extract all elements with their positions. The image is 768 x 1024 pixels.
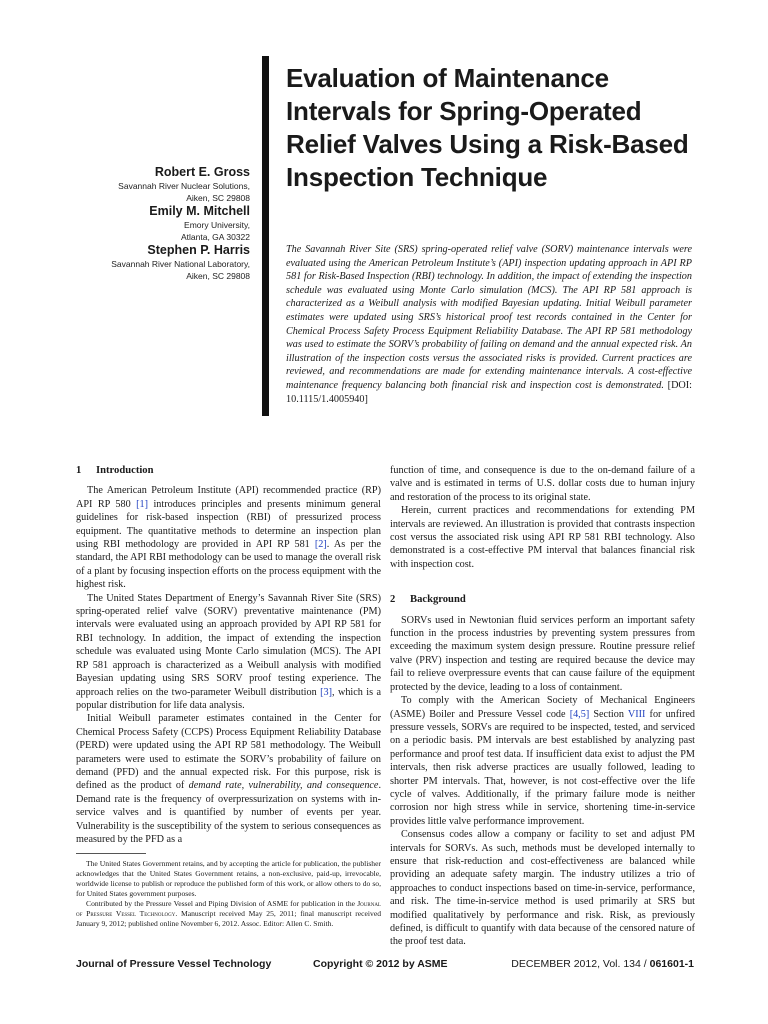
paragraph: SORVs used in Newtonian fluid services perform an important safety function in the process industries by preventing system pressures from exceeding the maximum system design pressure. Routine pressure relief valve (PRV) inspection and testing are required because the device may fail to relieve overpressure events that can cause failure of the equipment protected by the device, leading to a loss of containment. bbox=[390, 614, 695, 693]
footnote-text: Contributed by the Pressure Vessel and Piping Division of ASME for publication in the bbox=[86, 899, 358, 908]
author-name: Robert E. Gross bbox=[154, 165, 250, 179]
paragraph-text: introduces principles and presents minimum general guidelines for risk-based inspection (RBI) of pressurized process equipment. The quantitative methods to determine an inspection plan using RBI methodology are provided in API RP 581 bbox=[76, 498, 381, 551]
author-affiliation: Atlanta, GA 30322 bbox=[181, 232, 250, 242]
paragraph-text: Section bbox=[589, 708, 628, 720]
paragraph bbox=[76, 592, 381, 713]
paragraph: Consensus codes allow a company or facility to set and adjust PM intervals for SORVs. As such, methods must be developed internally to ensure that risk-reduction and cost-effectiveness are balanced while providing an adequate safety margin. The industry utilizes a trio of approaches to conduct inspections based on time-in-service, performance, and risk. The time-in-service method is used primarily at SRS but modified qualitatively by performance and risk. Risk, as previously defined, is difficult to quantify with data because of the censored nature of the proof test data. bbox=[390, 829, 695, 948]
paragraph-text: . As per the standard, the API RBI methodology can be used to manage the overall risk of a plant by focusing inspection efforts on the process equipment with the highest risk. bbox=[76, 539, 381, 591]
paragraph bbox=[76, 484, 381, 591]
citation-link[interactable]: [4,5] bbox=[569, 708, 590, 720]
author-affiliation: Savannah River National Laboratory, bbox=[111, 259, 250, 269]
paragraph bbox=[76, 712, 381, 846]
right-column bbox=[390, 464, 695, 949]
footnote-paragraph bbox=[76, 899, 381, 929]
paragraph-text: The United States Department of Energy’s Savannah River Site (SRS) spring-operated relief valve (SORV) preventative maintenance (PM) intervals were evaluated using an approach provided by API RP 581 for RBI technology. In addition, the impact of extending the inspection schedule was evaluated using Monte Carlo simulation (MCS). The API RP 581 approach is characterized as a Weibull analysis with modified Bayesian updating using SRS SORV proof testing experience. The approach relies on the two-parameter Weibull distribution bbox=[76, 592, 381, 698]
footnote bbox=[76, 859, 381, 929]
citation-link[interactable]: [3] bbox=[320, 686, 332, 698]
section-number: 2 bbox=[390, 594, 396, 606]
section-title: Background bbox=[410, 594, 466, 606]
paragraph-text: , which is a popular distribution for life data analysis. bbox=[76, 686, 381, 711]
copyright-notice: Copyright © 2012 by ASME bbox=[313, 958, 448, 970]
author-3 bbox=[100, 243, 250, 282]
paragraph-text: The American Petroleum Institute (API) recommended practice (RP) API RP 580 bbox=[76, 485, 381, 510]
abstract-text: The Savannah River Site (SRS) spring-operated relief valve (SORV) maintenance intervals were evaluated using the American Petroleum Institute’s (API) inspection updating approach in API RP 581 for Risk-Based Inspection (RBI) technology. In addition, the impact of extending the inspection schedule was evaluated using Monte Carlo simulation (MCS). The API RP 581 approach is characterized as a Weibull analysis with modified Bayesian updating. Initial Weibull parameter estimates were updated using SRS’s historical proof test records contained in the Center for Chemical Process Safety Process Equipment Reliability Database. The API RP 581 methodology was used to estimate the SORV’s probability of failing on demand and the annual expected risk. An illustration of the inspection costs versus the associated risks is provided. Current practices are reviewed, and recommendations are made for extending maintenance intervals. A cost-effective maintenance frequency balancing both financial risk and inspection cost is demonstrated. bbox=[286, 244, 692, 391]
citation-link[interactable]: [1] bbox=[136, 498, 149, 510]
paragraph bbox=[390, 694, 695, 828]
section-number: 1 bbox=[76, 465, 82, 476]
section-heading-introduction bbox=[76, 464, 381, 477]
author-affiliation: Savannah River Nuclear Solutions, bbox=[118, 181, 250, 191]
doi-link[interactable]: [DOI: 10.1115/1.4005940] bbox=[286, 379, 693, 405]
paragraph: function of time, and consequence is due to the on-demand failure of a valve and is estimated in terms of U.S. dollar costs due to human injury and restoration of the process to its original state. bbox=[390, 465, 695, 503]
section-heading-background bbox=[390, 593, 695, 606]
journal-name: Journal of Pressure Vessel Technology bbox=[76, 899, 381, 918]
paragraph-text: Initial Weibull parameter estimates contained in the Center for Chemical Process Safety (CCPS) Process Equipment Reliability Database (PERD) were updated using the API RP 581 methodology. The Weibull parameters were used to estimate the SORV’s probability of failure on demand (PFD) and the annual expected risk. For this purpose, risk is defined as the product of bbox=[76, 713, 381, 792]
author-block bbox=[100, 165, 250, 282]
author-1 bbox=[100, 165, 250, 204]
section-title: Introduction bbox=[96, 465, 154, 476]
footnote-text: . Manuscript received May 25, 2011; final manuscript received January 9, 2012; published online November 6, 2012. Assoc. Editor: Allen C. Smith. bbox=[76, 909, 381, 928]
author-2 bbox=[100, 204, 250, 243]
paragraph: Herein, current practices and recommendations for extending PM intervals are reviewed. An illustration is provided that contrasts inspection cost versus the associated risk using API RP 581 RBI technology. Also demonstrated is a cost-effective PM interval that balances financial risk with inspection cost. bbox=[390, 505, 695, 570]
author-affiliation: Aiken, SC 29808 bbox=[186, 193, 250, 203]
page-footer bbox=[76, 958, 694, 972]
author-name: Emily M. Mitchell bbox=[149, 204, 250, 218]
journal-title: Journal of Pressure Vessel Technology bbox=[76, 958, 272, 970]
citation-link[interactable]: [2] bbox=[314, 539, 327, 551]
abstract bbox=[286, 243, 692, 406]
footnote-paragraph: The United States Government retains, and by accepting the article for publication, the publisher acknowledges that the United States Government retains, a non-exclusive, paid-up, irrevocable, worldwide license to publish or reproduce the published form of this work, or allow others to do so, for United States government purposes. bbox=[76, 859, 381, 898]
paragraph-text: . Demand rate is the frequency of overpressurization on systems with in-service valves and is quantified by number of events per year. Vulnerability is the susceptibility of the system to serious consequences as measured by the PFD as a bbox=[76, 780, 381, 845]
emphasis-text: demand rate, vulnerability, and consequence bbox=[188, 780, 379, 792]
page-number: 061601-1 bbox=[649, 958, 694, 970]
title-divider-bar bbox=[262, 56, 269, 416]
author-affiliation: Emory University, bbox=[184, 220, 250, 230]
paper-title: Evaluation of Maintenance Intervals for Spring-Operated Relief Valves Using a Risk-Based Inspection Technique bbox=[286, 63, 689, 192]
author-affiliation: Aiken, SC 29808 bbox=[186, 271, 250, 281]
left-column bbox=[76, 464, 381, 846]
paragraph-text: for unfired pressure vessels, SORVs are required to be inspected, tested, and serviced on a periodic basis. PM intervals are best established by analyzing past performance and proof test data. If insufficient data exist to adjust the PM intervals, then risk adverse practices are usually followed, leading to shorter PM intervals. That, however, is not cost-effective over the life cycle of valves. Additionally, if the primary failure mode is neither corrosion nor high stress while in service, shortening time-in-service provides little valve performance improvement. bbox=[390, 708, 695, 827]
issue-info bbox=[511, 958, 694, 970]
paragraph-text: To comply with the American Society of Mechanical Engineers (ASME) Boiler and Pressure Vessel code bbox=[390, 695, 695, 720]
author-name: Stephen P. Harris bbox=[147, 243, 250, 257]
citation-link[interactable]: VIII bbox=[627, 708, 646, 720]
footnote-divider bbox=[76, 853, 146, 854]
issue-text: DECEMBER 2012, Vol. 134 / bbox=[511, 958, 650, 970]
